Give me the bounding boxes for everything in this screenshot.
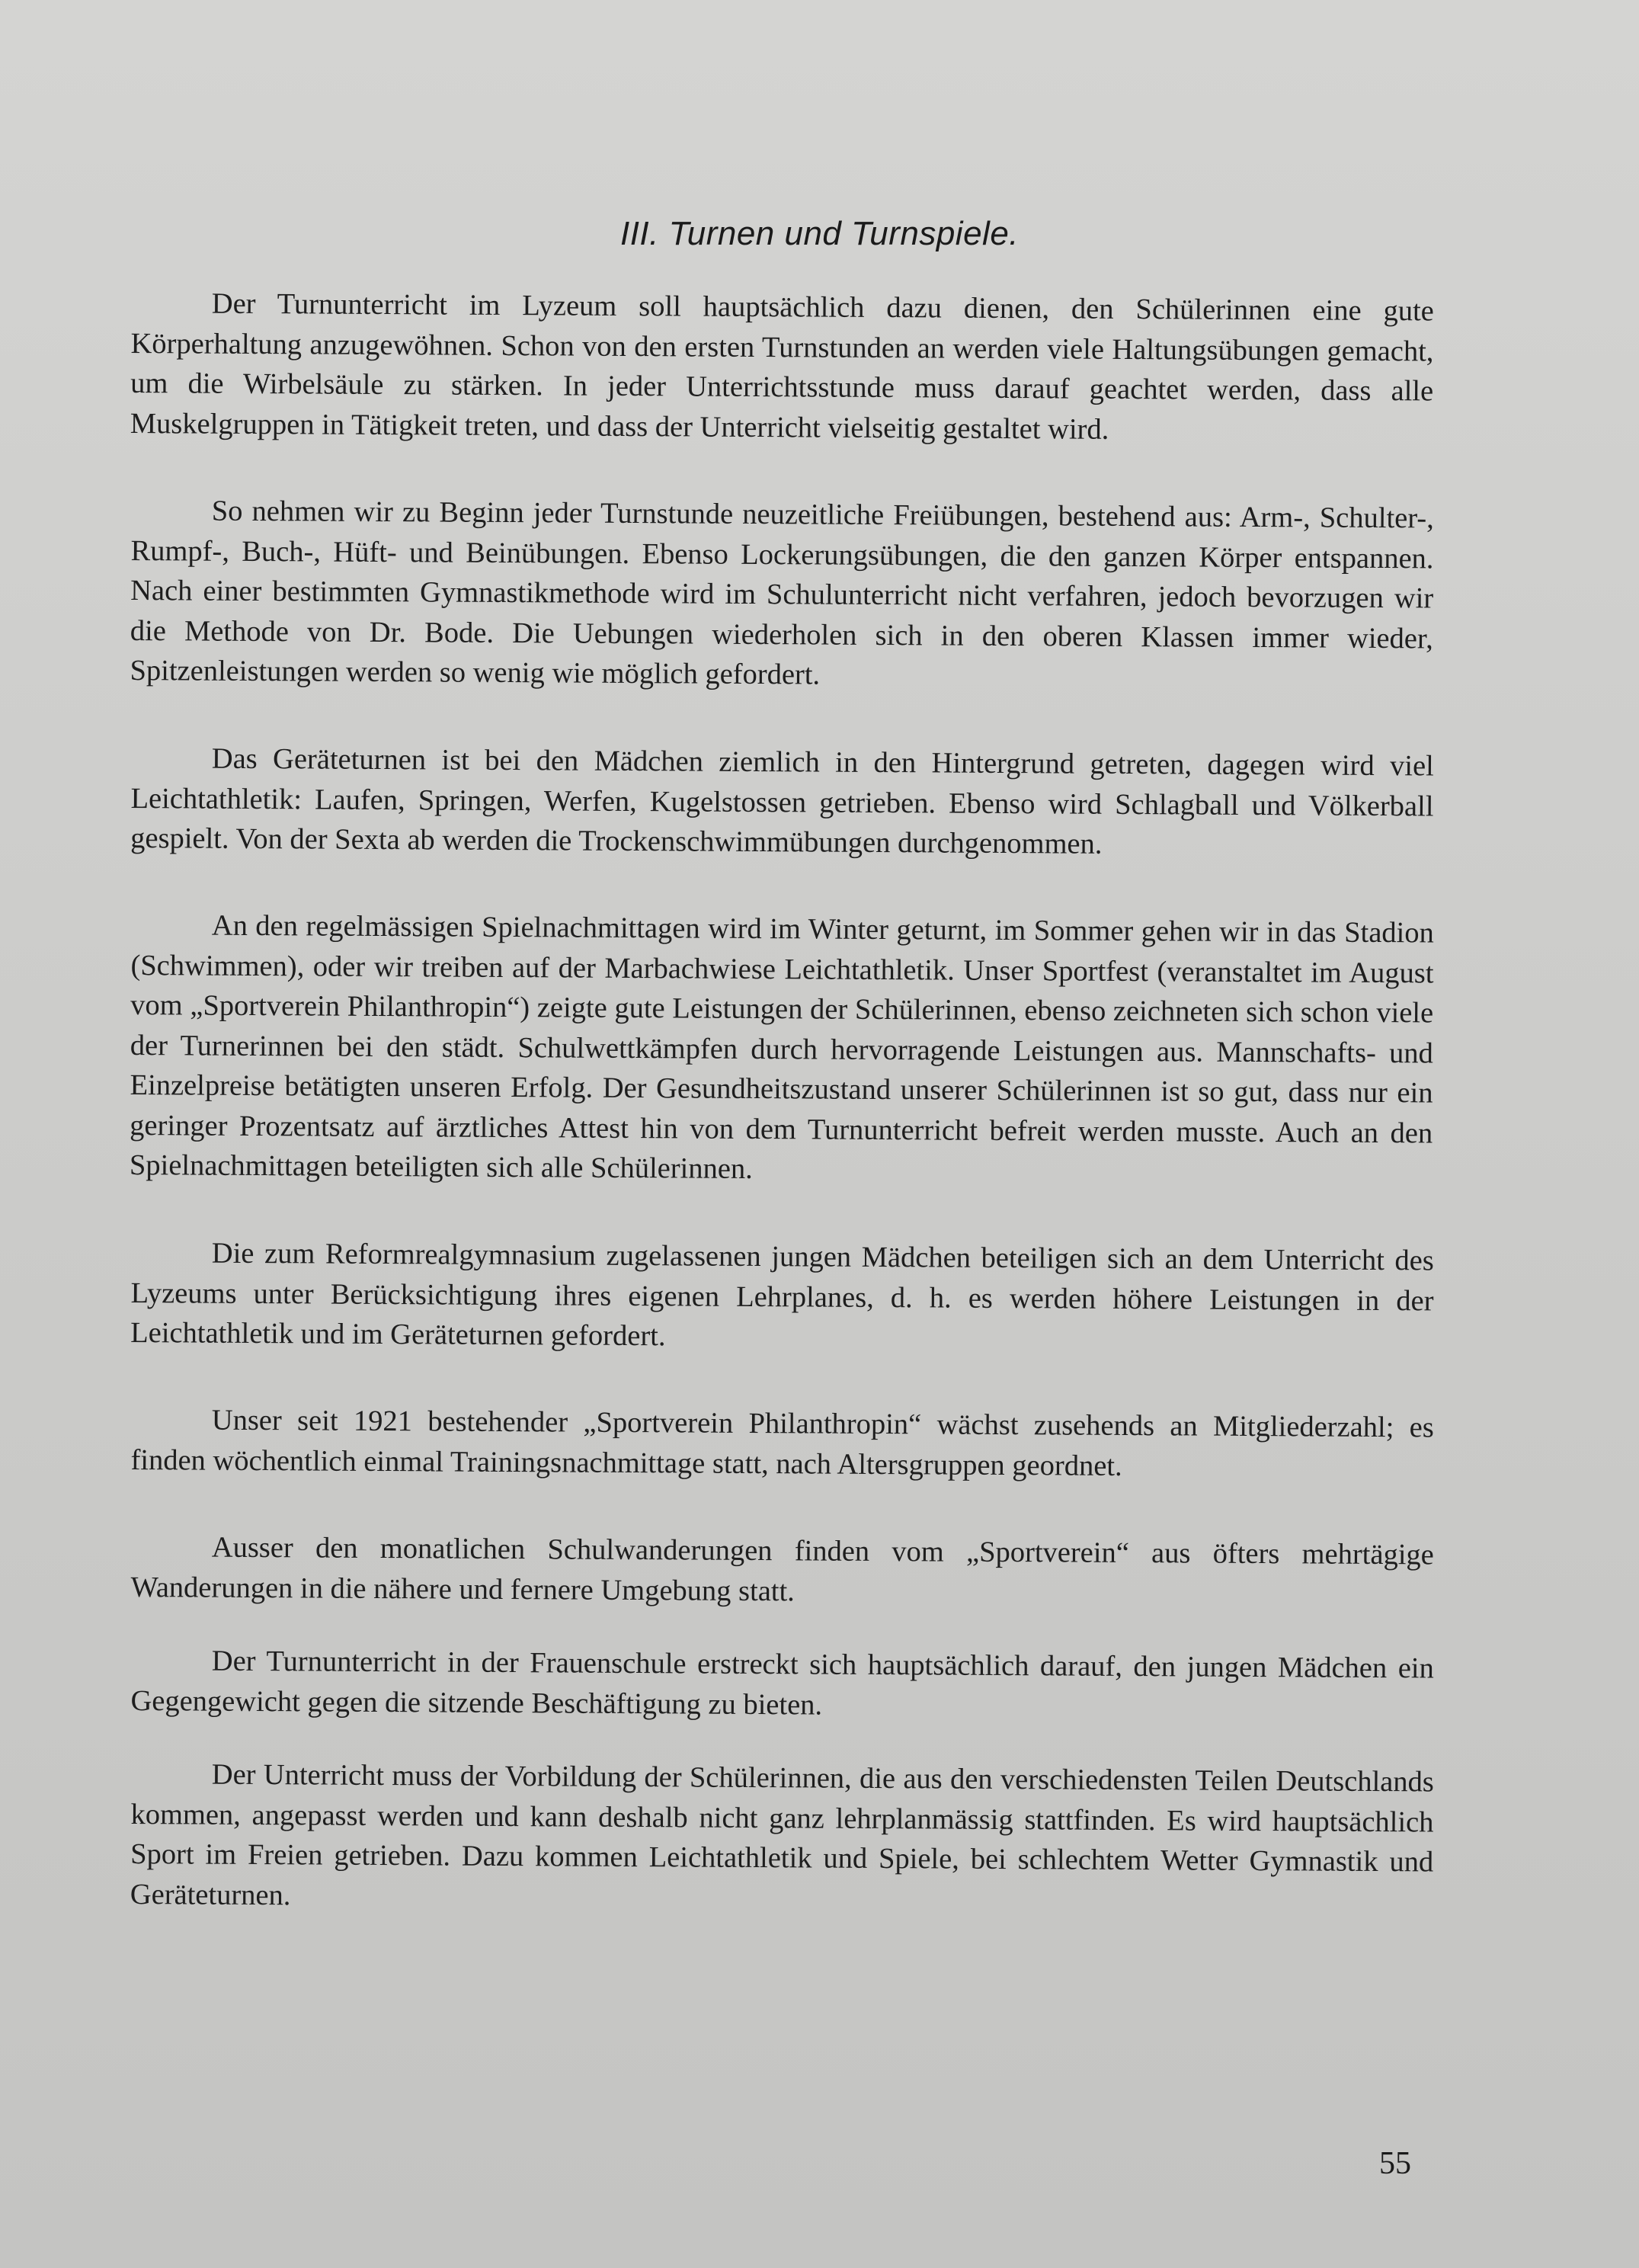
paragraph-5: Die zum Reformrealgymnasium zugelassenen jungen Mädchen beteiligen sich an dem Unterricht des Lyzeums unter Berücksichtigung ihres eigenen Lehrplanes, d. h. es werden höhere Leistungen in der Leichtathletik und im Geräteturnen gefordert. bbox=[130, 1237, 1434, 1352]
page-number: 55 bbox=[1379, 2146, 1411, 2181]
paragraph-9: Der Unterricht muss der Vorbildung der Schülerinnen, die aus den verschiedensten Teilen Deutschlands kommen, angepasst werden und kann deshalb nicht ganz lehrplanmässig stattfinden. Es wird hauptsächlich Sport im Freien getrieben. Dazu kommen Leichtathletik und Spiele, bei schlechtem Wetter Gymnastik und Geräteturnen. bbox=[130, 1758, 1434, 1911]
body-text bbox=[131, 284, 1434, 1914]
paragraph-1: Der Turnunterricht im Lyzeum soll hauptsächlich dazu dienen, den Schülerinnen eine gute Körperhaltung anzugewöhnen. Schon von den ersten Turnstunden an werden viele Haltungsübungen gemacht, um die Wirbelsäule zu stärken. In jeder Unterrichtsstunde muss darauf geachtet werden, dass alle Muskelgruppen in Tätigkeit treten, und dass der Unterricht vielseitig gestaltet wird. bbox=[130, 287, 1434, 446]
paragraph-6: Unser seit 1921 bestehender „Sportverein Philanthropin“ wächst zusehends an Mitgliederzahl; es finden wöchentlich einmal Trainingsnachmittage statt, nach Altersgruppen geordnet. bbox=[130, 1404, 1434, 1482]
paragraph-3: Das Geräteturnen ist bei den Mädchen ziemlich in den Hintergrund getreten, dagegen wird viel Leichtathletik: Laufen, Springen, Werfen, Kugelstossen getrieben. Ebenso wird Schlagball und Völkerball gespielt. Von der Sexta ab werden die Trockenschwimmübungen durchgenommen. bbox=[130, 742, 1434, 860]
paragraph-2: So nehmen wir zu Beginn jeder Turnstunde neuzeitliche Freiübungen, bestehend aus: Arm-, Schulter-, Rumpf-, Buch-, Hüft- und Beinübungen. Ebenso Lockerungsübungen, die den ganzen Körper entspannen. Nach einer bestimmten Gymnastikmethode wird im Schulunterricht nicht verfahren, jedoch bevorzugen wir die Methode von Dr. Bode. Die Uebungen wiederholen sich in den oberen Klassen immer wieder, Spitzenleistungen werden so wenig wie möglich gefordert. bbox=[130, 495, 1434, 691]
section-heading: III. Turnen und Turnspiele. bbox=[619, 215, 1020, 252]
paragraph-8: Der Turnunterricht in der Frauenschule erstreckt sich hauptsächlich darauf, den jungen Mädchen ein Gegengewicht gegen die sitzende Beschäftigung zu bieten. bbox=[130, 1645, 1434, 1722]
paragraph-4: An den regelmässigen Spielnachmittagen wird im Winter geturnt, im Sommer gehen wir in das Stadion (Schwimmen), oder wir treiben auf der Marbachwiese Leichtathletik. Unser Sportfest (veranstaltet im August vom „Sportverein Philanthropin“) zeigte gute Leistungen der Schülerinnen, ebenso zeichneten sich schon viele der Turnerinnen bei den städt. Schulwettkämpfen durch hervorragende Leistungen aus. Mannschafts- und Einzelpreise betätigten unseren Erfolg. Der Gesundheitszustand unserer Schülerinnen ist so gut, dass nur ein geringer Prozentsatz auf ärztliches Attest hin von dem Turnunterricht befreit werden musste. Auch an den Spielnachmittagen beteiligten sich alle Schülerinnen. bbox=[129, 909, 1434, 1185]
paragraph-7: Ausser den monatlichen Schulwanderungen finden vom „Sportverein“ aus öfters mehrtägige Wanderungen in die nähere und fernere Umgebung statt. bbox=[130, 1531, 1434, 1607]
